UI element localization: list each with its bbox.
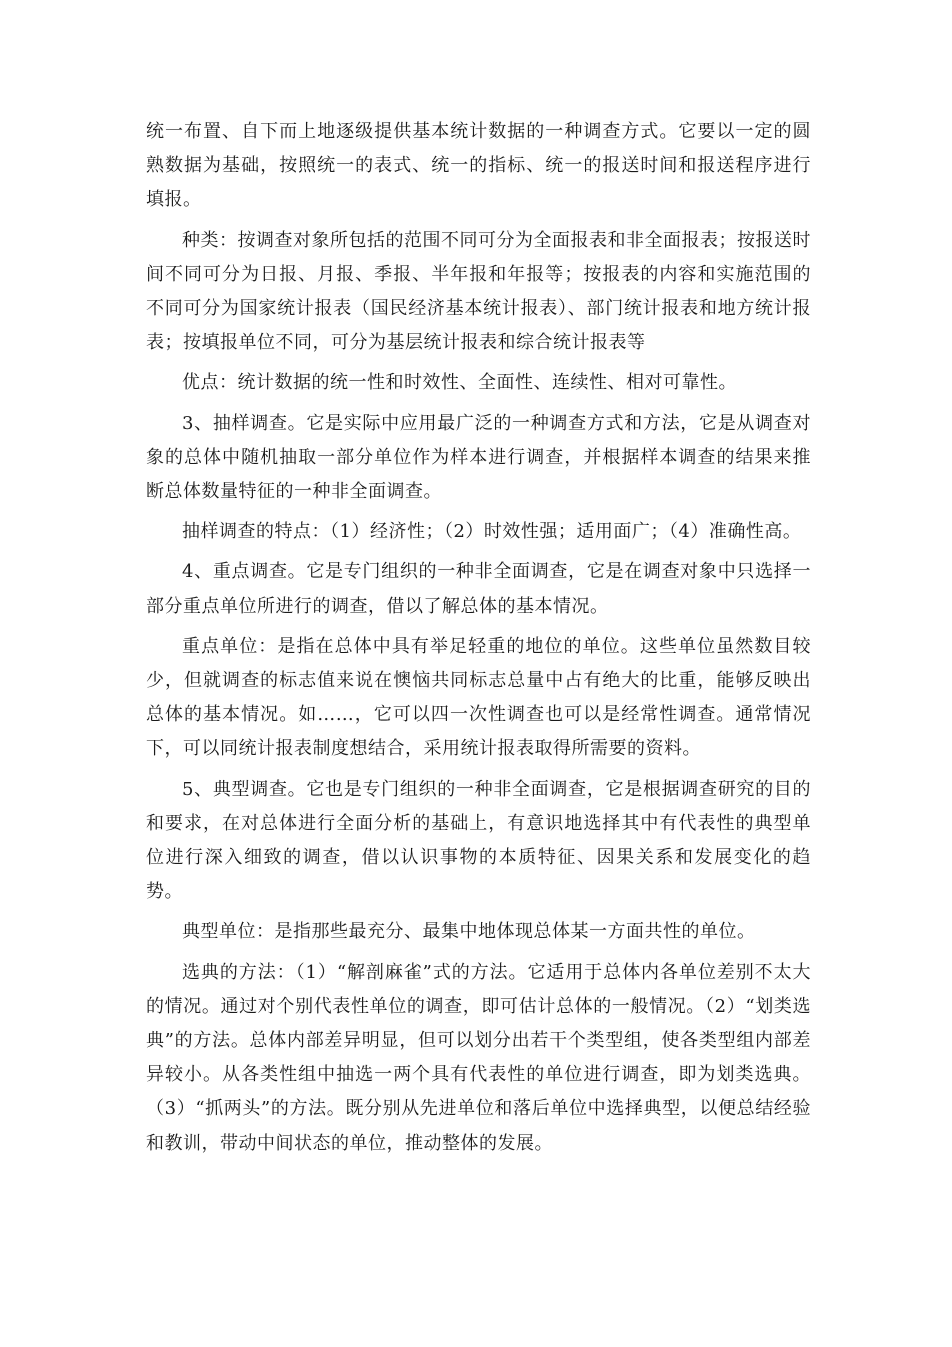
paragraph-sampling-survey: 3、抽样调查。它是实际中应用最广泛的一种调查方式和方法，它是从调查对象的总体中随机抽取一部分单位作为样本进行调查，并根据样本调查的结果来推断总体数量特征的一种非全面调查。: [146, 412, 811, 503]
paragraph-key-survey: 4、重点调查。它是专门组织的一种非全面调查，它是在调查对象中只选择一部分重点单位所进行的调查，借以了解总体的基本情况。: [146, 561, 811, 617]
document-body: [146, 115, 811, 1161]
paragraph-typical-survey: 5、典型调查。它也是专门组织的一种非全面调查，它是根据调查研究的目的和要求，在对总体进行全面分析的基础上，有意识地选择其中有代表性的典型单位进行深入细致的调查，借以认识事物的本质特征、因果关系和发展变化的趋势。: [146, 778, 811, 903]
paragraph-sampling-features: 抽样调查的特点：（1）经济性；（2）时效性强；适用面广；（4）准确性高。: [182, 521, 802, 543]
paragraph-advantages: 优点：统计数据的统一性和时效性、全面性、连续性、相对可靠性。: [182, 372, 737, 394]
paragraph-reporting-definition: 统一布置、自下而上地逐级提供基本统计数据的一种调查方式。它要以一定的圆熟数据为基础，按照统一的表式、统一的指标、统一的报送时间和报送程序进行填报。: [146, 121, 811, 211]
paragraph-selection-methods: 选典的方法：（1）“解剖麻雀”式的方法。它适用于总体内各单位差别不太大的情况。通过对个别代表性单位的调查，即可估计总体的一般情况。（2）“划类选典”的方法。总体内部差异明显，但可以划分出若干个类型组，使各类型组内部差异较小。从各类性组中抽选一两个具有代表性的单位进行调查，即为划类选典。（3）“抓两头”的方法。既分别从先进单位和落后单位中选择典型，以便总结经验和教训，带动中间状态的单位，推动整体的发展。: [146, 961, 811, 1154]
paragraph-typical-units: 典型单位：是指那些最充分、最集中地体现总体某一方面共性的单位。: [182, 921, 756, 943]
paragraph-report-types: 种类：按调查对象所包括的范围不同可分为全面报表和非全面报表；按报送时间不同可分为日报、月报、季报、半年报和年报等；按报表的内容和实施范围的不同可分为国家统计报表（国民经济基本统计报表）、部门统计报表和地方统计报表；按填报单位不同，可分为基层统计报表和综合统计报表等: [146, 229, 811, 354]
paragraph-key-units: 重点单位：是指在总体中具有举足轻重的地位的单位。这些单位虽然数目较少，但就调查的标志值来说在懊恼共同标志总量中占有绝大的比重，能够反映出总体的基本情况。如……，它可以四一次性调查也可以是经常性调查。通常情况下，可以同统计报表制度想结合，采用统计报表取得所需要的资料。: [146, 635, 811, 760]
